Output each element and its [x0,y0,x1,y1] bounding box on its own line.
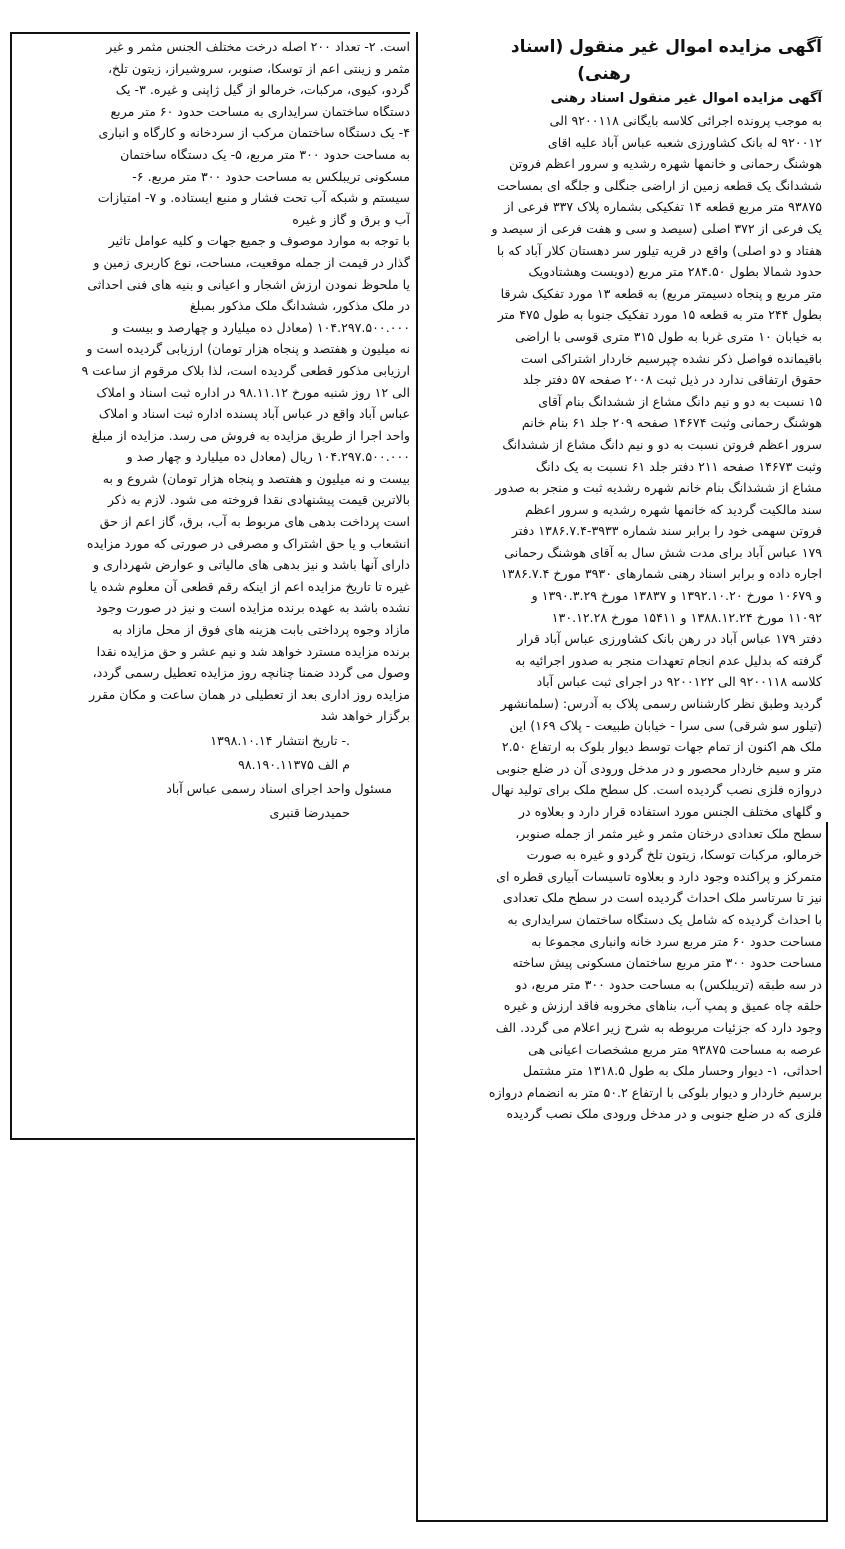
text-line: ۱۷۹ عباس آباد برای مدت شش سال به آقای هوشنگ رحمانی [504,544,822,560]
text-line: مازاد وجوه پرداختی بابت هزینه های فوق از محل مازاد به [112,622,410,638]
text-line: ارزیابی مذکور قطعی گردیده است، لذا بلاک مرقوم از ساعت ۹ [81,362,410,378]
official-title: مسئول واحد اجرای اسناد رسمی عباس آباد [166,781,392,796]
text-line: ۱۰۴.۲۹۷.۵۰۰.۰۰۰ ریال (معادل ده میلیارد و چهار صد و [126,449,410,465]
text-line: گردید وطبق نظر کارشناس رسمی پلاک به آدرس: (سلمانشهر [500,696,822,712]
text-line: فلزی که در ضلع جنوبی و در مدخل ورودی ملک نصب گردیده [506,1106,822,1122]
text-line: مساحت حدود ۳۰۰ متر مربع ساختمان مسکونی پیش ساخته [512,955,822,971]
text-line: گردو، کیوی، مرکبات، خرمالو از گیل ژاپنی و غیره. ۳- یک [115,82,410,98]
text-line: و گلهای مختلف الجنس مورد استفاده قرار دارد و بعلاوه در [518,804,822,819]
text-line: گرفته که بدلیل عدم انجام تعهدات منجر به صدور اجرائیه به [514,652,822,668]
text-line: دفتر ۱۷۹ عباس آباد در رهن بانک کشاورزی عباس آباد قرار [517,631,822,647]
text-line: آب و برق و گاز و غیره [292,211,410,227]
text-line: نیز تا سرتاسر ملک احداث گردیده است در سطح ملک تعدادی [502,890,822,906]
text-line: برنده مزایده مسترد خواهد شد و نیم عشر و حق مزایده نقدا [96,643,410,659]
text-line: بالاترین قیمت پیشنهادی نقدا فروخته می شود. لازم به ذکر [107,492,410,508]
text-line: ۱۱۰۹۲ مورخ ۱۳۸۸.۱۲.۲۴ و ۱۵۴۱۱ مورخ ۱۳۰.۱۲.۲۸ [551,609,822,625]
text-line: با توجه به موارد موصوف و جمیع جهات و کلیه عوامل تاثیر [108,233,410,249]
text-line: برسیم خاردار و دیوار بلوکی با ارتفاع ۵۰.۲ متر به انضمام دروازه [488,1084,822,1100]
left-frame-top-border [10,32,410,34]
column-divider [416,32,418,1522]
ad-title-line-2: رهنی) [577,64,631,84]
signature-block [12,729,410,825]
ad-left-column [12,36,410,825]
text-line: کلاسه ۹۲۰۰۱۱۸ الی ۹۲۰۰۱۲۲ در اجرای ثبت عباس آباد [536,674,822,690]
text-line: سطح ملک تعدادی درختان مثمر و غیر مثمر از جمله صنوبر، [515,825,822,841]
text-line: مساحت حدود ۶۰ متر مربع سرد خانه وانباری مجموعا به [531,933,822,949]
text-line: احداثی، ۱- دیوار وحسار ملک به طول ۱۳۱۸.۵ متر مشتمل [522,1063,822,1079]
text-line: نه میلیون و هفتصد و پنجاه هزار تومان) ارزیابی گردیده است و [86,341,410,357]
ad-right-column [426,34,822,1125]
text-line: متر و سیم خاردار محصور و در مدخل ورودی آن در ضلع جنوبی [496,760,822,776]
text-line: واحد اجرا از طریق مزایده به فروش می رسد. مزایده از مبلغ [91,427,410,443]
text-line: بطول ۲۴۴ متر به قطعه ۱۵ مورد تفکیک جنوبا به طول ۴۷۵ متر [497,307,822,323]
text-line: عرصه به مساحت ۹۳۸۷۵ متر مربع مشخصات اعیانی هی [528,1041,822,1057]
text-line: باقیمانده فواصل ذکر نشده چپرسیم خاردار اشتراکی است [520,350,822,366]
text-line: است. ۲- تعداد ۲۰۰ اصله درخت مختلف الجنس مثمر و غیر [106,39,410,54]
text-line: یا ملحوظ نمودن ارزش اشجار و اعیانی و بنیه های فنی احداثی [87,276,410,292]
ad-right-body [426,110,822,1125]
text-line: برگزار خواهد شد [320,708,410,724]
official-name: حمیدرضا قنبری [269,805,350,820]
text-line: (تیلور سو شرقی) سی سرا - خیابان طبیعت - پلاک ۱۶۹) این [509,717,822,733]
ad-subtitle: آگهی مزایده اموال غیر منقول اسناد رهنی [550,91,822,106]
text-line: ۱۵ نسبت به دو و نیم دانگ مشاع از ششدانگ بنام آقای [538,393,822,409]
text-line: ششدانگ یک قطعه زمین از اراضی جنگلی و جلگه ای بمساحت [496,177,822,193]
ad-title-line-1: آگهی مزایده اموال غیر منقول (اسناد [510,37,822,57]
text-line: بیست و نه میلیون و هفتصد و پنجاه هزار تومان) شروع و به [102,470,410,486]
text-line: ۱۰۴.۲۹۷.۵۰۰.۰۰۰ (معادل ده میلیارد و چهارصد و بیست و [112,319,410,335]
text-line: وجود دارد که جزئیات مربوطه به شرح زیر اعلام می گردد. الف [495,1019,822,1035]
text-line: دارای آنها باشد و نیز بدهی های مالیاتی و عوارض شهرداری و [92,557,410,573]
text-line: نشده باشد به عهده برنده مزایده است و نیز در صورت وجود [96,600,410,616]
text-line: عباس آباد واقع در عباس آباد پسنده اداره ثبت اسناد و املاک [98,406,410,422]
text-line: به خیابان ۱۰ متری غربا به طول ۳۱۵ متری قوسی با اراضی [515,328,822,344]
reference-number: م الف ۹۸.۱۹۰.۱۱۳۷۵ [238,757,350,772]
text-line: به موجب پرونده اجرائی کلاسه بایگانی ۹۲۰۰۱۱۸ الی [549,113,822,128]
text-line: است پرداخت بدهی های مربوط به آب، برق، گاز اعم از حق [99,514,410,530]
text-line: حلقه چاه عمیق و پمپ آب، بناهای مخروبه فاقد ارزش و غیره [503,998,822,1014]
text-line: الی ۱۲ روز شنبه مورخ ۹۸.۱۱.۱۲ در اداره ثبت اسناد و املاک [96,384,410,400]
text-line: متر مربع و پنجاه دسیمتر مربع) به قطعه ۱۳ مورد تفکیک شرقا [500,285,822,301]
text-line: گذار در قیمت از جمله موقعیت، مساحت، نوع کاربری زمین و [93,254,410,270]
text-line: هوشنگ رحمانی وثبت ۱۴۶۷۴ صفحه ۲۰۹ جلد ۶۱ بنام خانم [521,415,822,431]
text-line: ۹۳۸۷۵ متر مربع قطعه ۱۴ تفکیکی بشماره پلاک ۳۳۷ فرعی از [504,199,822,215]
text-line: مسکونی تریبلکس به مساحت حدود ۳۰۰ متر مربع. ۶- [132,168,410,184]
text-line: در ملک مذکور، ششدانگ ملک مذکور بمبلغ [189,298,410,314]
text-line: ۹۲۰۰۱۲ له بانک کشاورزی شعبه عباس آباد علیه اقای [547,134,822,150]
text-line: در سه طبقه (تریبلکس) به مساحت حدود ۳۰۰ متر مربع، دو [515,976,822,992]
text-line: سیستم و شبکه آب تحت فشار و منبع ایستاده. و ۷- امتیازات [97,190,410,206]
left-frame-bottom-border [10,1138,415,1140]
text-line: سرور اعظم فروتن نسبت به دو و نیم دانگ مشاع از ششدانگ [502,436,822,452]
text-line: انشعاب و یا حق اشتراک و مصرفی در صورتی که مورد مزایده [86,535,410,551]
right-frame-bottom-border [416,1520,828,1522]
text-line: ۴- یک دستگاه ساختمان مرکب از سردخانه و کارگاه و انباری [98,125,410,141]
text-line: به مساحت حدود ۳۰۰ متر مربع، ۵- یک دستگاه ساختمان [120,146,410,162]
text-line: مشاع از ششدانگ بنام خانم شهره رشدیه ثبت و منجر به صدور [495,480,822,496]
text-line: سند مالکیت گردید که خانمها شهره رشدیه و سرور اعظم [525,501,822,517]
text-line: حدود شمالا بطول ۲۸۴.۵۰ متر مربع (دویست وهشتادویک [528,264,822,280]
text-line: متمرکز و پراکنده وجود دارد و بعلاوه تاسیسات آبیاری قطره ای [496,868,822,884]
ad-left-body [12,36,410,727]
right-frame-right-border [826,822,828,1522]
text-line: دروازه فلزی نصب گردیده است. کل سطح ملک برای تولید نهال [491,782,822,798]
text-line: مزایده روز اداری بعد از تعطیلی در همان ساعت و مکان مقرر [89,686,410,702]
text-line: هفتاد و دو اصلی) واقع در قریه تیلور سر دهستان کلار آباد که با [496,242,822,258]
text-line: هوشنگ رحمانی و خانمها شهره رشدیه و سرور اعظم فروتن [509,156,822,172]
text-line: با احداث گردیده که شامل یک دستگاه ساختمان سرایداری به [507,911,822,927]
text-line: و ۱۰۶۷۹ مورخ ۱۳۹۲.۱۰.۲۰ و ۱۳۸۳۷ مورخ ۱۳۹۰.۳.۲۹ و [531,588,822,604]
text-line: وصول می گردد ضمنا چنانچه روز مزایده تعطیل رسمی گردد، [92,665,410,681]
text-line: ملک هم اکنون از تمام جهات توسط دیوار بلوک به ارتفاع ۲.۵۰ [501,739,822,755]
text-line: غیره تا تاریخ مزایده اعم از اینکه رقم قطعی آن معلوم شده یا [89,578,410,594]
publish-date: .- تاریخ انتشار ۱۳۹۸.۱۰.۱۴ [210,733,350,748]
text-line: وثبت ۱۴۶۷۳ صفحه ۲۱۱ دفتر جلد ۶۱ نسبت به یک دانگ [535,458,822,474]
text-line: اجاره داده و برابر اسناد رهنی شمارهای ۳۹۳۰ مورخ ۱۳۸۶.۷.۴ [500,566,822,582]
text-line: فروتن سهمی خود را برابر سند شماره ۳۹۳۳-۱۳۸۶.۷.۴ دفتر [511,523,822,539]
text-line: حقوق ارتفاقی ندارد در ذیل ثبت ۲۰۰۸ صفحه ۵۷ دفتر جلد [522,372,822,388]
text-line: خرمالو، مرکبات توسکا، زیتون تلخ گردو و غیره به صورت [526,847,822,863]
text-line: مثمر و زینتی اعم از توسکا، صنوبر، سروشیراز، زیتون تلخ، [107,60,410,76]
text-line: دستگاه ساختمان سرایداری به مساحت حدود ۶۰ متر مربع [110,103,410,119]
text-line: یک فرعی از ۳۷۲ اصلی (سیصد و سی و هفت فرعی از سیصد و [491,220,822,236]
